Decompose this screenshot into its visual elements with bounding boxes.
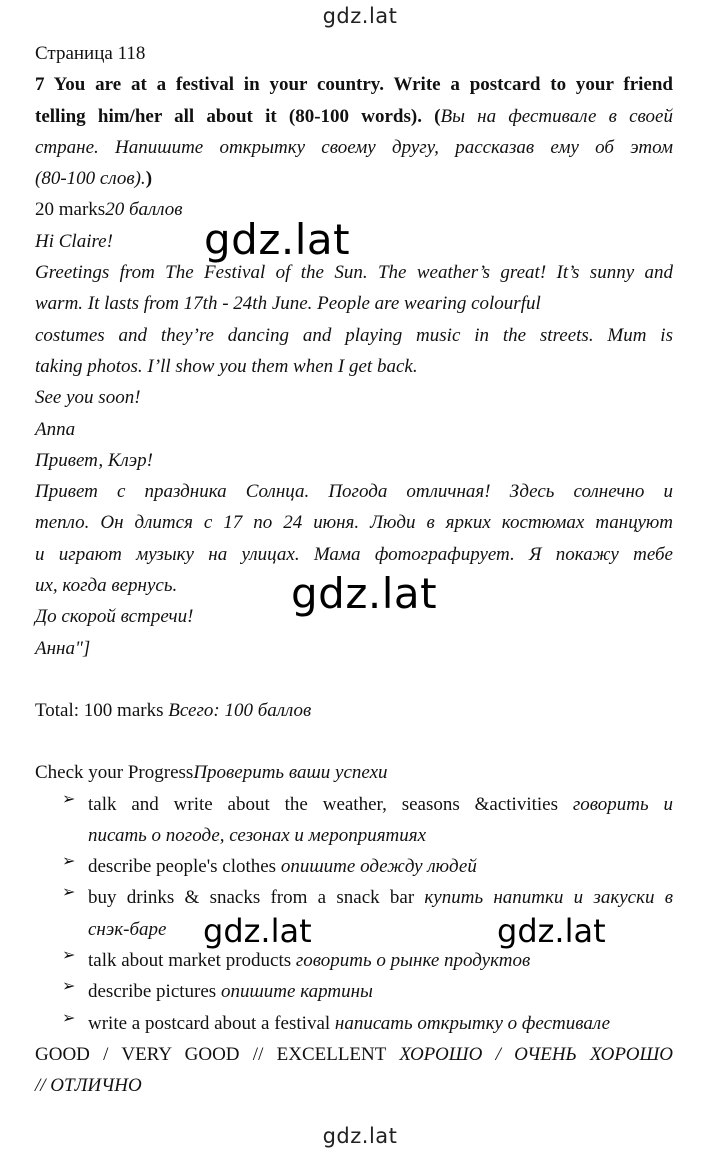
watermark-top: gdz.lat — [322, 4, 398, 28]
arrow-bullet-icon: ➢ — [62, 851, 76, 871]
item-line-cont: писать о погоде, сезонах и мероприятиях — [88, 824, 427, 846]
item-en: describe pictures — [88, 981, 217, 1003]
watermark-large: gdz.lat — [200, 218, 354, 262]
postcard-ru-line: Привет с праздника Солнца. Погода отличная! Здесь солнечно и — [35, 481, 673, 503]
postcard-ru-line: и играют музыку на улицах. Мама фотографирует. Я покажу тебе — [35, 543, 673, 565]
watermark-medium: gdz.lat — [494, 913, 609, 949]
arrow-bullet-icon: ➢ — [62, 1007, 76, 1027]
watermark-medium: gdz.lat — [200, 913, 315, 949]
postcard-ru-line: До скорой встречи! — [35, 606, 194, 628]
postcard-en-line: Hi Claire! — [35, 230, 113, 252]
arrow-bullet-icon: ➢ — [62, 788, 76, 808]
item-line — [88, 789, 673, 820]
task-open-paren: ( — [434, 105, 441, 127]
task-line-4 — [35, 163, 673, 194]
total-ru: Всего: 100 баллов — [168, 699, 312, 721]
total-en: Total: 100 marks — [35, 699, 164, 721]
item-en: talk about market products — [88, 950, 292, 972]
task-ru-end: (80-100 слов). — [35, 168, 146, 190]
postcard-en-line: See you soon! — [35, 387, 141, 409]
item-ru: опишите картины — [220, 981, 373, 1003]
postcard-en-line: Anna — [35, 418, 76, 440]
progress-title — [35, 757, 673, 788]
total-line — [35, 695, 673, 726]
postcard-en-line: costumes and they’re dancing and playing music in the streets. Mum is — [35, 324, 673, 346]
page-label: Страница 118 — [35, 43, 146, 64]
progress-title-en: Check your Progress — [35, 762, 194, 784]
list-item — [35, 1008, 673, 1039]
task-en-part: telling him/her all about it (80-100 words). — [35, 105, 422, 127]
item-en: talk and write about the weather, seasons &activities — [88, 793, 558, 815]
grades-line-cont: // ОТЛИЧНО — [35, 1075, 142, 1097]
postcard-en-line: taking photos. I’ll show you them when I get back. — [35, 355, 418, 377]
task-line-3: стране. Напишите открытку своему другу, рассказав ему об этом — [35, 136, 673, 158]
grades-en: GOOD / VERY GOOD // EXCELLENT — [35, 1043, 387, 1065]
watermark-large: gdz.lat — [287, 572, 441, 616]
task-line-2 — [35, 101, 673, 132]
arrow-bullet-icon: ➢ — [62, 945, 76, 965]
arrow-bullet-icon: ➢ — [62, 882, 76, 902]
item-line — [88, 882, 673, 913]
postcard-russian — [35, 445, 673, 664]
grades-line — [35, 1039, 673, 1070]
spacer — [35, 664, 673, 695]
item-ru: купить напитки и закуски в — [424, 887, 673, 909]
marks-en: 20 marks — [35, 199, 106, 221]
grades-ru: ХОРОШО / ОЧЕНЬ ХОРОШО — [399, 1043, 673, 1065]
watermark-bottom: gdz.lat — [322, 1124, 398, 1148]
list-item — [35, 976, 673, 1007]
progress-title-ru: Проверить ваши успехи — [193, 762, 388, 784]
item-line — [88, 1008, 673, 1039]
arrow-bullet-icon: ➢ — [62, 976, 76, 996]
item-line — [88, 976, 673, 1007]
item-en: buy drinks & snacks from a snack bar — [88, 887, 415, 909]
postcard-en-line: Greetings from The Festival of the Sun. The weather’s great! It’s sunny and — [35, 262, 673, 284]
marks-ru: 20 баллов — [105, 199, 183, 221]
list-item — [35, 851, 673, 882]
postcard-ru-line: Привет, Клэр! — [35, 449, 153, 471]
item-ru: говорить и — [572, 793, 674, 815]
postcard-ru-line: Анна"] — [35, 637, 91, 659]
postcard-ru-line: тепло. Он длится с 17 по 24 июня. Люди в ярких костюмах танцуют — [35, 512, 673, 534]
item-en: write a postcard about a festival — [88, 1012, 331, 1034]
task-line-1: 7 You are at a festival in your country. Write a postcard to your friend — [35, 74, 673, 96]
postcard-ru-line: их, когда вернусь. — [35, 575, 178, 597]
item-ru: говорить о рынке продуктов — [295, 950, 531, 972]
item-en: describe people's clothes — [88, 856, 277, 878]
item-ru: написать открытку о фестивале — [334, 1012, 611, 1034]
item-line — [88, 851, 673, 882]
list-item — [35, 789, 673, 852]
item-ru: опишите одежду людей — [280, 856, 477, 878]
item-line-cont: снэк-баре — [88, 918, 167, 940]
postcard-en-line: warm. It lasts from 17th - 24th June. People are wearing colourful — [35, 293, 541, 315]
spacer — [35, 726, 673, 757]
task-ru-part: Вы на фестивале в своей — [440, 105, 673, 127]
task-close-paren: ) — [145, 168, 153, 190]
